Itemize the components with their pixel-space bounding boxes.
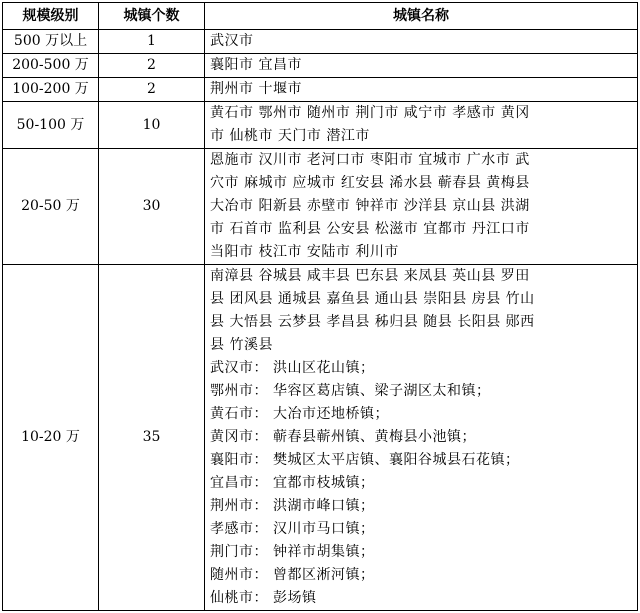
town-count-cell: 10 xyxy=(99,102,205,149)
town-names-line: 孝感市： 汉川市马口镇； xyxy=(210,521,375,537)
town-names-cell xyxy=(205,54,638,78)
table-row xyxy=(3,54,638,78)
town-names-cell xyxy=(205,149,638,265)
town-count-cell: 2 xyxy=(99,54,205,78)
town-names-line: 县 大悟县 云梦县 孝昌县 秭归县 随县 长阳县 郧西 xyxy=(210,314,535,330)
town-names-cell xyxy=(205,30,638,54)
town-names-line: 随州市： 曾都区淅河镇； xyxy=(210,567,375,583)
town-count-cell: 2 xyxy=(99,78,205,102)
town-names-line: 荆门市： 钟祥市胡集镇； xyxy=(210,544,375,560)
scale-level-cell: 200-500 万 xyxy=(3,54,99,78)
scale-level-cell: 50-100 万 xyxy=(3,102,99,149)
town-names-line: 鄂州市： 华容区葛店镇、梁子湖区太和镇； xyxy=(210,383,491,399)
town-names-line: 仙桃市： 彭场镇 xyxy=(210,590,317,606)
town-names-line: 穴市 麻城市 应城市 红安县 浠水县 蕲春县 黄梅县 xyxy=(210,175,530,191)
header-row xyxy=(3,3,638,30)
town-names-line: 宜昌市： 宜都市枝城镇； xyxy=(210,475,375,491)
table-row xyxy=(3,30,638,54)
scale-level-cell: 20-50 万 xyxy=(3,149,99,265)
town-count-cell: 1 xyxy=(99,30,205,54)
scale-level-cell: 500 万以上 xyxy=(3,30,99,54)
town-names-line: 大冶市 阳新县 赤壁市 钟祥市 沙洋县 京山县 洪湖 xyxy=(210,198,530,214)
town-names-line: 黄石市： 大冶市还地桥镇； xyxy=(210,406,389,422)
header-town-count: 城镇个数 xyxy=(99,3,205,30)
town-names-line: 县 竹溪县 xyxy=(210,337,273,353)
town-names-cell xyxy=(205,78,638,102)
town-names-line: 襄阳市 宜昌市 xyxy=(210,57,302,73)
table-row xyxy=(3,78,638,102)
town-names-line: 襄阳市： 樊城区太平店镇、襄阳谷城县石花镇； xyxy=(210,452,520,468)
header-town-names: 城镇名称 xyxy=(205,3,638,30)
town-names-line: 市 仙桃市 天门市 潜江市 xyxy=(210,128,370,144)
scale-level-cell: 100-200 万 xyxy=(3,78,99,102)
town-names-line: 市 石首市 监利县 公安县 松滋市 宜都市 丹江口市 xyxy=(210,221,530,237)
table-row xyxy=(3,265,638,611)
town-names-line: 县 团风县 通城县 嘉鱼县 通山县 崇阳县 房县 竹山 xyxy=(210,291,535,307)
table-row xyxy=(3,102,638,149)
town-count-cell: 30 xyxy=(99,149,205,265)
town-names-line: 武汉市： 洪山区花山镇； xyxy=(210,360,375,376)
header-scale-level: 规模级别 xyxy=(3,3,99,30)
city-scale-table xyxy=(2,2,638,611)
town-names-cell xyxy=(205,265,638,611)
town-names-line: 荆州市 十堰市 xyxy=(210,81,302,97)
town-names-line: 恩施市 汉川市 老河口市 枣阳市 宜城市 广水市 武 xyxy=(210,152,530,168)
town-names-line: 当阳市 枝江市 安陆市 利川市 xyxy=(210,244,399,260)
town-names-line: 南漳县 谷城县 咸丰县 巴东县 来凤县 英山县 罗田 xyxy=(210,268,530,284)
town-names-line: 黄冈市： 蕲春县蕲州镇、黄梅县小池镇； xyxy=(210,429,476,445)
town-names-cell xyxy=(205,102,638,149)
town-names-line: 荆州市： 洪湖市峰口镇； xyxy=(210,498,375,514)
town-names-line: 武汉市 xyxy=(210,33,254,49)
table-row xyxy=(3,149,638,265)
town-count-cell: 35 xyxy=(99,265,205,611)
town-names-line: 黄石市 鄂州市 随州市 荆门市 咸宁市 孝感市 黄冈 xyxy=(210,105,530,121)
scale-level-cell: 10-20 万 xyxy=(3,265,99,611)
